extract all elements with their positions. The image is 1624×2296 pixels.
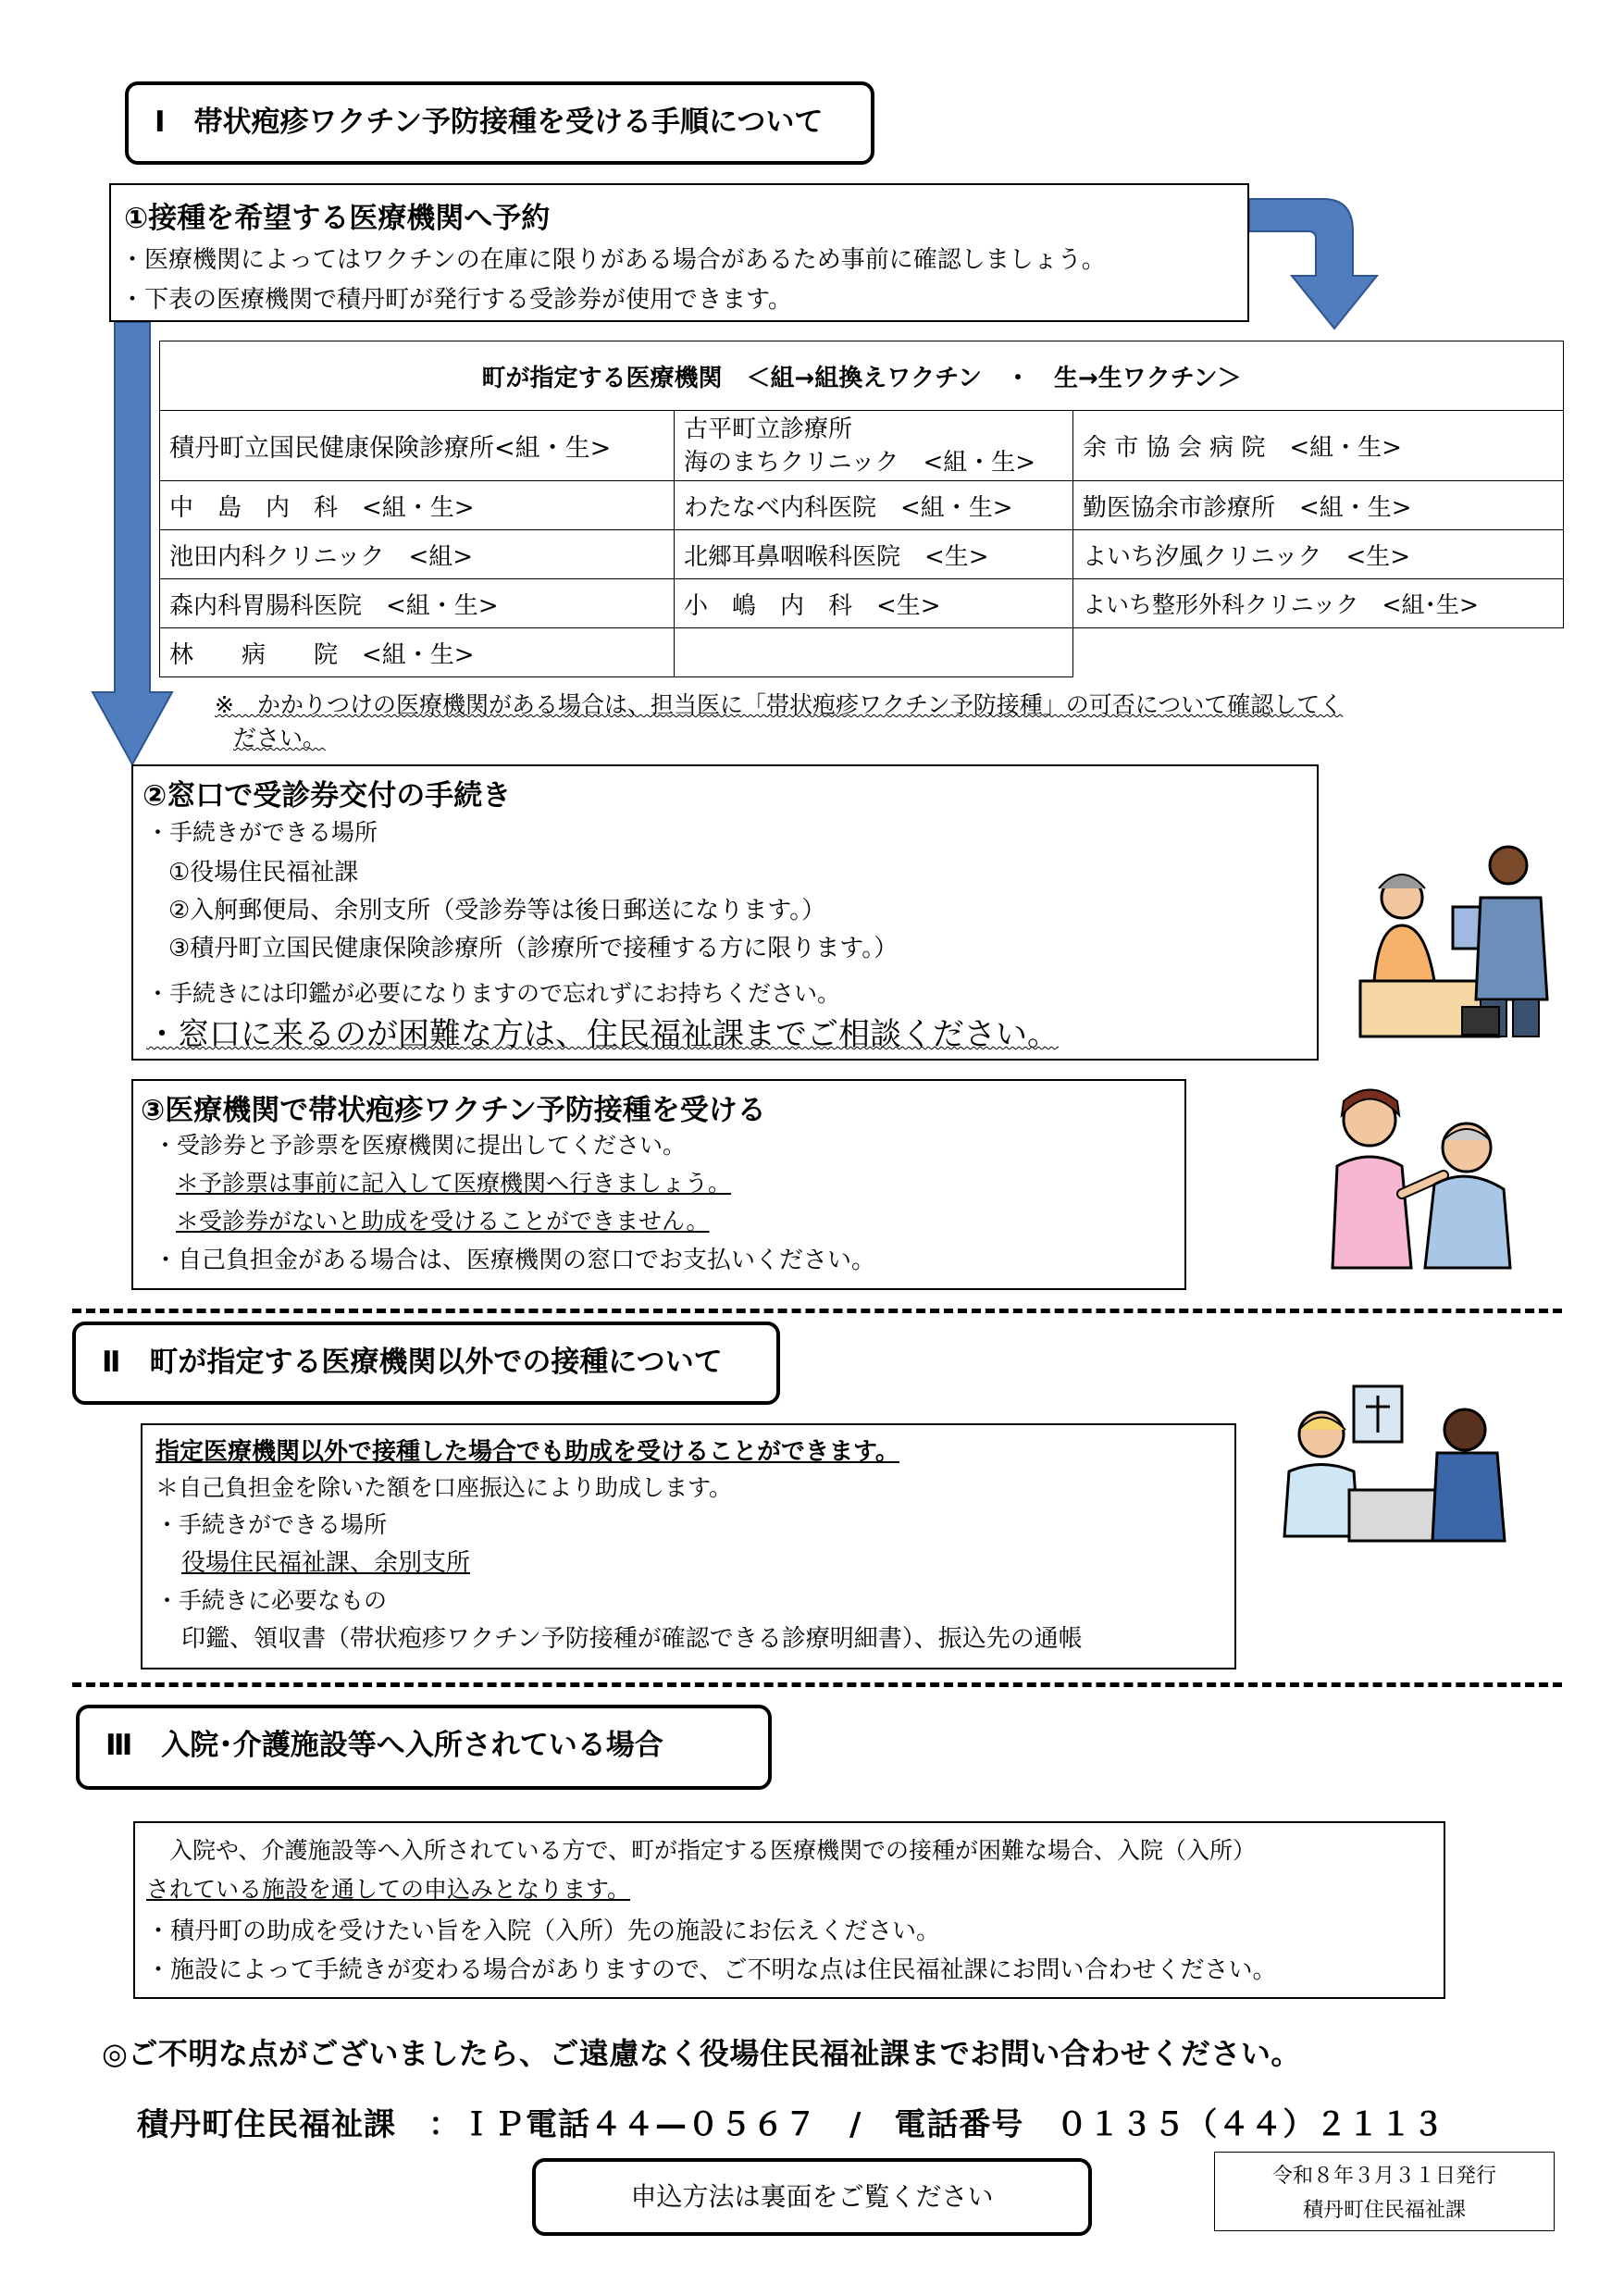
table-cell: 小 嶋 内 科 <生> [675,579,1073,628]
table-cell [1073,628,1564,677]
inquiry-message: ◎ご不明な点がございましたら、ご遠慮なく役場住民福祉課までお問い合わせください。 [102,2036,1301,2071]
step3-line-4: ・自己負担金がある場合は、医療機関の窓口でお支払いください。 [154,1247,876,1274]
dashed-divider-1 [72,1309,1562,1313]
step2-place-3: ③積丹町立国民健康保険診療所（診療所で接種する方に限ります。） [168,935,899,962]
dashed-divider-2 [72,1682,1562,1687]
step1-line-1: ・医療機関によってはワクチンの在庫に限りがある場合があるため事前に確認しましょう。 [120,246,1106,274]
table-cell: 池田内科クリニック <組> [160,530,675,579]
family-doctor-note-1: ※ かかりつけの医療機関がある場合は、担当医に「帯状疱疹ワクチン予防接種」の可否について確認してく [215,691,1344,718]
contact-info: 積丹町住民福祉課 ：ＩＰ電話４４—０５６７ / 電話番号 ０１３５（４４）２１１３ [137,2106,1445,2143]
section2-line-4: 役場住民福祉課、余別支所 [181,1549,471,1577]
reception-counter-illustration [1351,842,1555,1041]
clinic-desk-illustration [1266,1379,1516,1545]
table-cell-kodaira [675,411,1073,481]
table-cell: 勤医協余市診療所 <組・生> [1073,481,1564,530]
section3-box [133,1821,1445,1999]
step1-line-2: ・下表の医療機関で積丹町が発行する受診券が使用できます。 [120,286,792,314]
family-doctor-note-2: ださい。 [233,725,327,751]
step3-line-3: ＊受診券がないと助成を受けることができません。 [176,1208,710,1235]
section3-title-box [76,1705,772,1790]
step3-title: ③医療機関で帯状疱疹ワクチン予防接種を受ける [141,1094,766,1127]
step2-consult: ・窓口に来るのが困難な方は、住民福祉課までご相談ください。 [146,1016,1059,1053]
curved-arrow-down-icon [1249,194,1397,333]
section3-line-2: されている施設を通しての申込みとなります。 [146,1876,631,1903]
clinic-table [159,341,1564,677]
step1-box [109,183,1249,322]
section2-line-6: 印鑑、領収書（帯状疱疹ワクチン予防接種が確認できる診療明細書）、振込先の通帳 [181,1625,1083,1653]
step3-line-2: ＊予診票は事前に記入して医療機関へ行きましょう。 [176,1170,732,1197]
back-page-note-box [532,2158,1092,2236]
issuer: 積丹町住民福祉課 [1302,2199,1466,2222]
table-cell: よいち整形外科クリニック <組･生> [1073,579,1564,628]
section2-line-2: ＊自己負担金を除いた額を口座振込により助成します。 [155,1474,733,1501]
step2-place-1: ①役場住民福祉課 [168,859,359,887]
nurse-patient-illustration [1314,1074,1518,1272]
section3-line-1-text: 入院や、介護施設等へ入所されている方で、町が指定する医療機関での接種が困難な場合、入院（入所） [146,1837,1257,1864]
section1-title-box [125,81,874,165]
back-page-note: 申込方法は裏面をご覧ください [630,2181,994,2212]
section3-line-3: ・積丹町の助成を受けたい旨を入院（入所）先の施設にお伝えください。 [146,1917,941,1945]
step1-title: ①接種を希望する医療機関へ予約 [124,202,551,235]
step3-line-1: ・受診券と予診票を医療機関に提出してください。 [154,1132,687,1159]
section2-title-box [72,1322,780,1405]
clinic-table-header: 町が指定する医療機関 ＜組→組換えワクチン ・ 生→生ワクチン＞ [160,341,1564,411]
issue-box [1214,2152,1555,2231]
section3-line-1 [146,1832,1256,1866]
step2-box [131,764,1319,1061]
section2-box [141,1423,1236,1669]
table-cell [675,628,1073,677]
section3-title: Ⅲ 入院･介護施設等へ入所されている場合 [105,1729,663,1762]
table-cell: よいち汐風クリニック <生> [1073,530,1564,579]
step2-place-2: ②入舸郵便局、余別支所（受診券等は後日郵送になります。） [168,897,826,925]
step2-seal-note: ・手続きには印鑑が必要になりますので忘れずにお持ちください。 [146,980,841,1007]
section2-line-3: ・手続きができる場所 [155,1511,388,1538]
issue-date: 令和８年３月３１日発行 [1271,2165,1496,2188]
step2-place-label: ・手続きができる場所 [146,819,378,846]
section2-title: Ⅱ 町が指定する医療機関以外での接種について [102,1346,723,1379]
table-cell: わたなべ内科医院 <組・生> [675,481,1073,530]
table-cell-line-2: 海のまちクリニック <組・生> [684,448,1036,477]
table-cell: 積丹町立国民健康保険診療所<組・生> [160,411,675,481]
section1-title: Ⅰ 帯状疱疹ワクチン予防接種を受ける手順について [155,105,824,139]
section2-line-5: ・手続きに必要なもの [155,1587,388,1614]
table-cell: 北郷耳鼻咽喉科医院 <生> [675,530,1073,579]
section3-line-4: ・施設によって手続きが変わる場合がありますので、ご不明な点は住民福祉課にお問い合わせください。 [146,1956,1277,1984]
table-cell: 余 市 協 会 病 院 <組・生> [1073,411,1564,481]
table-cell-line-1: 古平町立診療所 [684,415,853,443]
step3-box [131,1079,1186,1290]
section2-line-1: 指定医療機関以外で接種した場合でも助成を受けることができます。 [155,1438,899,1466]
table-cell-line [684,413,1063,479]
step2-title: ②窓口で受診券交付の手続き [143,779,512,813]
table-cell: 中 島 内 科 <組・生> [160,481,675,530]
table-cell: 森内科胃腸科医院 <組・生> [160,579,675,628]
table-cell: 林 病 院 <組・生> [160,628,675,677]
